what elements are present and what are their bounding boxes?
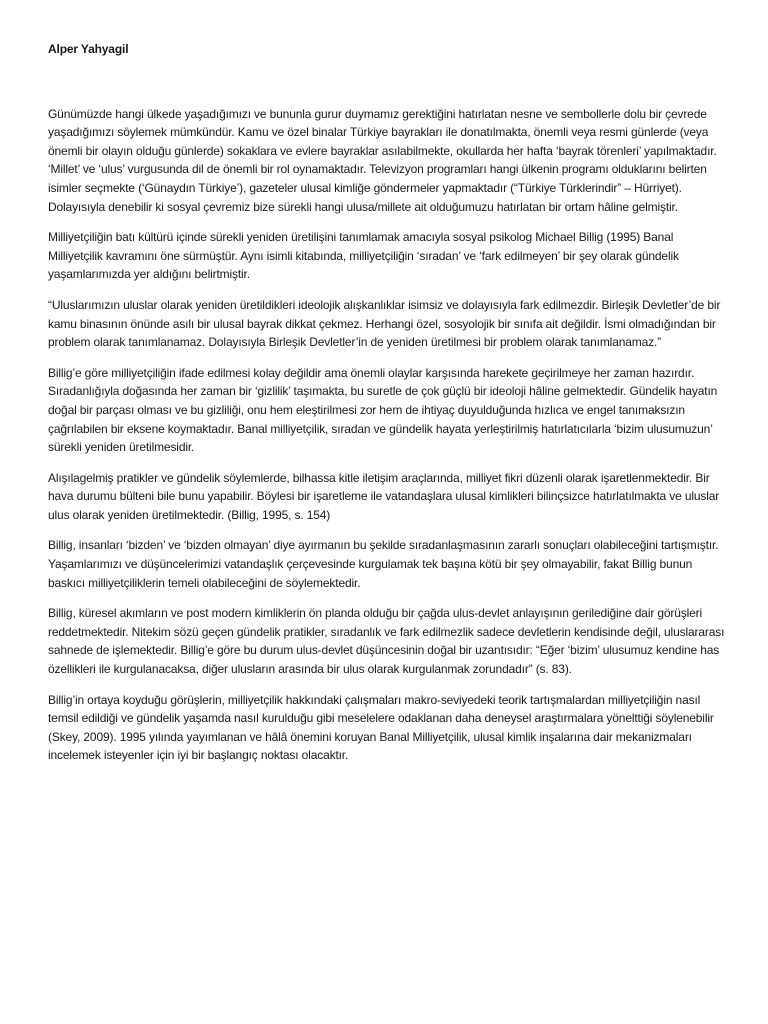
paragraph-4: Billig’e göre milliyetçiliğin ifade edilmesi kolay değildir ama önemli olaylar karşısında harekete geçirilmeye her zaman hazırdır. Sıradanlığıyla doğasında her zaman bir ‘gizlilik’ taşımakta, bu suretle de çok güçlü bir ideoloji hâline gelmektedir. Gündelik hayatın doğal bir parçası olması ve bu gizliliği, onu hem eleştirilmesi zor hem de ihtiyaç duyulduğunda hızlıca ve engel tanımaksızın çağrılabilen bir eksene koymaktadır. Banal milliyetçilik, sıradan ve gündelik hayata yerleştirilmiş hatırlatıcılarla ‘bizim ulusumuzun’ sürekli yeniden üretilmesidir. <box>48 365 718 455</box>
paragraph-8: Billig’in ortaya koyduğu görüşlerin, milliyetçilik hakkındaki çalışmaları makro-seviyedeki teorik tartışmalardan milliyetçiliğin nasıl temsil edildiği ve gündelik yaşamda nasıl kurulduğu gibi meselelere odaklanan daha deneysel araştırmalara yönelttiği söylenebilir (Skey, 2009). 1995 yılında yayımlanan ve hâlâ önemini koruyan Banal Milliyetçilik, ulusal kimlik inşalarına dair mekanizmaları incelemek isteyenler için iyi bir başlangıç noktası olacaktır. <box>48 692 714 763</box>
paragraph-5: Alışılagelmiş pratikler ve gündelik söylemlerde, bilhassa kitle iletişim araçlarında, milliyet fikri düzenli olarak işaretlenmektedir. Bir hava durumu bülteni bile bunu yapabilir. Böylesi bir işaretleme ile vatandaşlara ulusal kimlikleri bilinçsizce hatırlatılmakta ve uluslar ulus olarak yeniden üretilmektedir. (Billig, 1995, s. 154) <box>48 470 720 522</box>
document-body <box>48 40 726 777</box>
paragraph-3-quote: “Uluslarımızın uluslar olarak yeniden üretildikleri ideolojik alışkanlıklar isimsiz ve dolayısıyla fark edilmezdir. Birleşik Devletler’de bir kamu binasının önünde asılı bir ulusal bayrak dikkat çekmez. Herhangi özel, sosyolojik bir sınıfa ait değildir. İsmi olmadığından bir problem olarak tanımlanamaz. Dolayısıyla Birleşik Devletler’in de yeniden üretilmesi bir problem olarak tanımlanamaz.” <box>48 297 721 350</box>
paragraph-6: Billig, insanları ‘bizden’ ve ‘bizden olmayan’ diye ayırmanın bu şekilde sıradanlaşmasının zararlı sonuçları olabileceğini tartışmıştır. Yaşamlarımızı ve düşüncelerimizi vatandaşlık çerçevesinde kurgulamak tek başına kötü bir şey olmayabilir, fakat Billig bunun baskıcı milliyetçiliklerin temeli olabileceğini de söylemektedir. <box>48 538 719 590</box>
author-name: Alper Yahyagil <box>48 42 129 56</box>
paragraph-1: Günümüzde hangi ülkede yaşadığımızı ve bununla gurur duymamız gerektiğini hatırlatan nesne ve sembollerle dolu bir çevrede yaşadığımızı söylemek mümkündür. Kamu ve özel binalar Türkiye bayrakları ile donatılmakta, önemli veya resmi günlerde (veya önemli bir olayın olduğu günlerde) sokaklara ve evlere bayraklar asılabilmekte, okullarda her hafta ‘bayrak törenleri’ yapılmaktadır. ‘Millet’ ve ‘ulus’ vurgusunda dil de önemli bir rol oynamaktadır. Televizyon programları hangi ülkenin programı olduklarını belirten isimler seçmekte (‘Günaydın Türkiye’), gazeteler ulusal kimliğe göndermeler yapmaktadır (“Türkiye Türklerindir” – Hürriyet). Dolayısıyla denebilir ki sosyal çevremiz bize sürekli hangi ulusa/millete ait olduğumuzu hatırlatan bir ortam hâline gelmiştir. <box>48 106 717 214</box>
paragraph-2: Milliyetçiliğin batı kültürü içinde sürekli yeniden üretilişini tanımlamak amacıyla sosyal psikolog Michael Billig (1995) Banal Milliyetçilik kavramını öne sürmüştür. Aynı isimli kitabında, milliyetçiliğin ‘sıradan’ ve ‘fark edilmeyen’ bir şey olarak gündelik yaşamlarımızda yer aldığını belirtmiştir. <box>48 230 679 282</box>
paragraph-7: Billig, küresel akımların ve post modern kimliklerin ön planda olduğu bir çağda ulus-devlet anlayışının gerilediğine dair görüşleri reddetmektedir. Nitekim sözü geçen gündelik pratikler, sıradanlık ve fark edilmezlik sadece devletlerin kendisinde değil, uluslararası sahnede de işlemektedir. Billig’e göre bu durum ulus-devlet düşüncesinin doğal bir uzantısıdır: “Eğer ‘bizim’ ulusumuz kendine has özellikleri ile kurgulanacaksa, diğer ulusların arasında bir ulus olarak kurgulanmak zorundadır” (s. 83). <box>48 606 725 677</box>
